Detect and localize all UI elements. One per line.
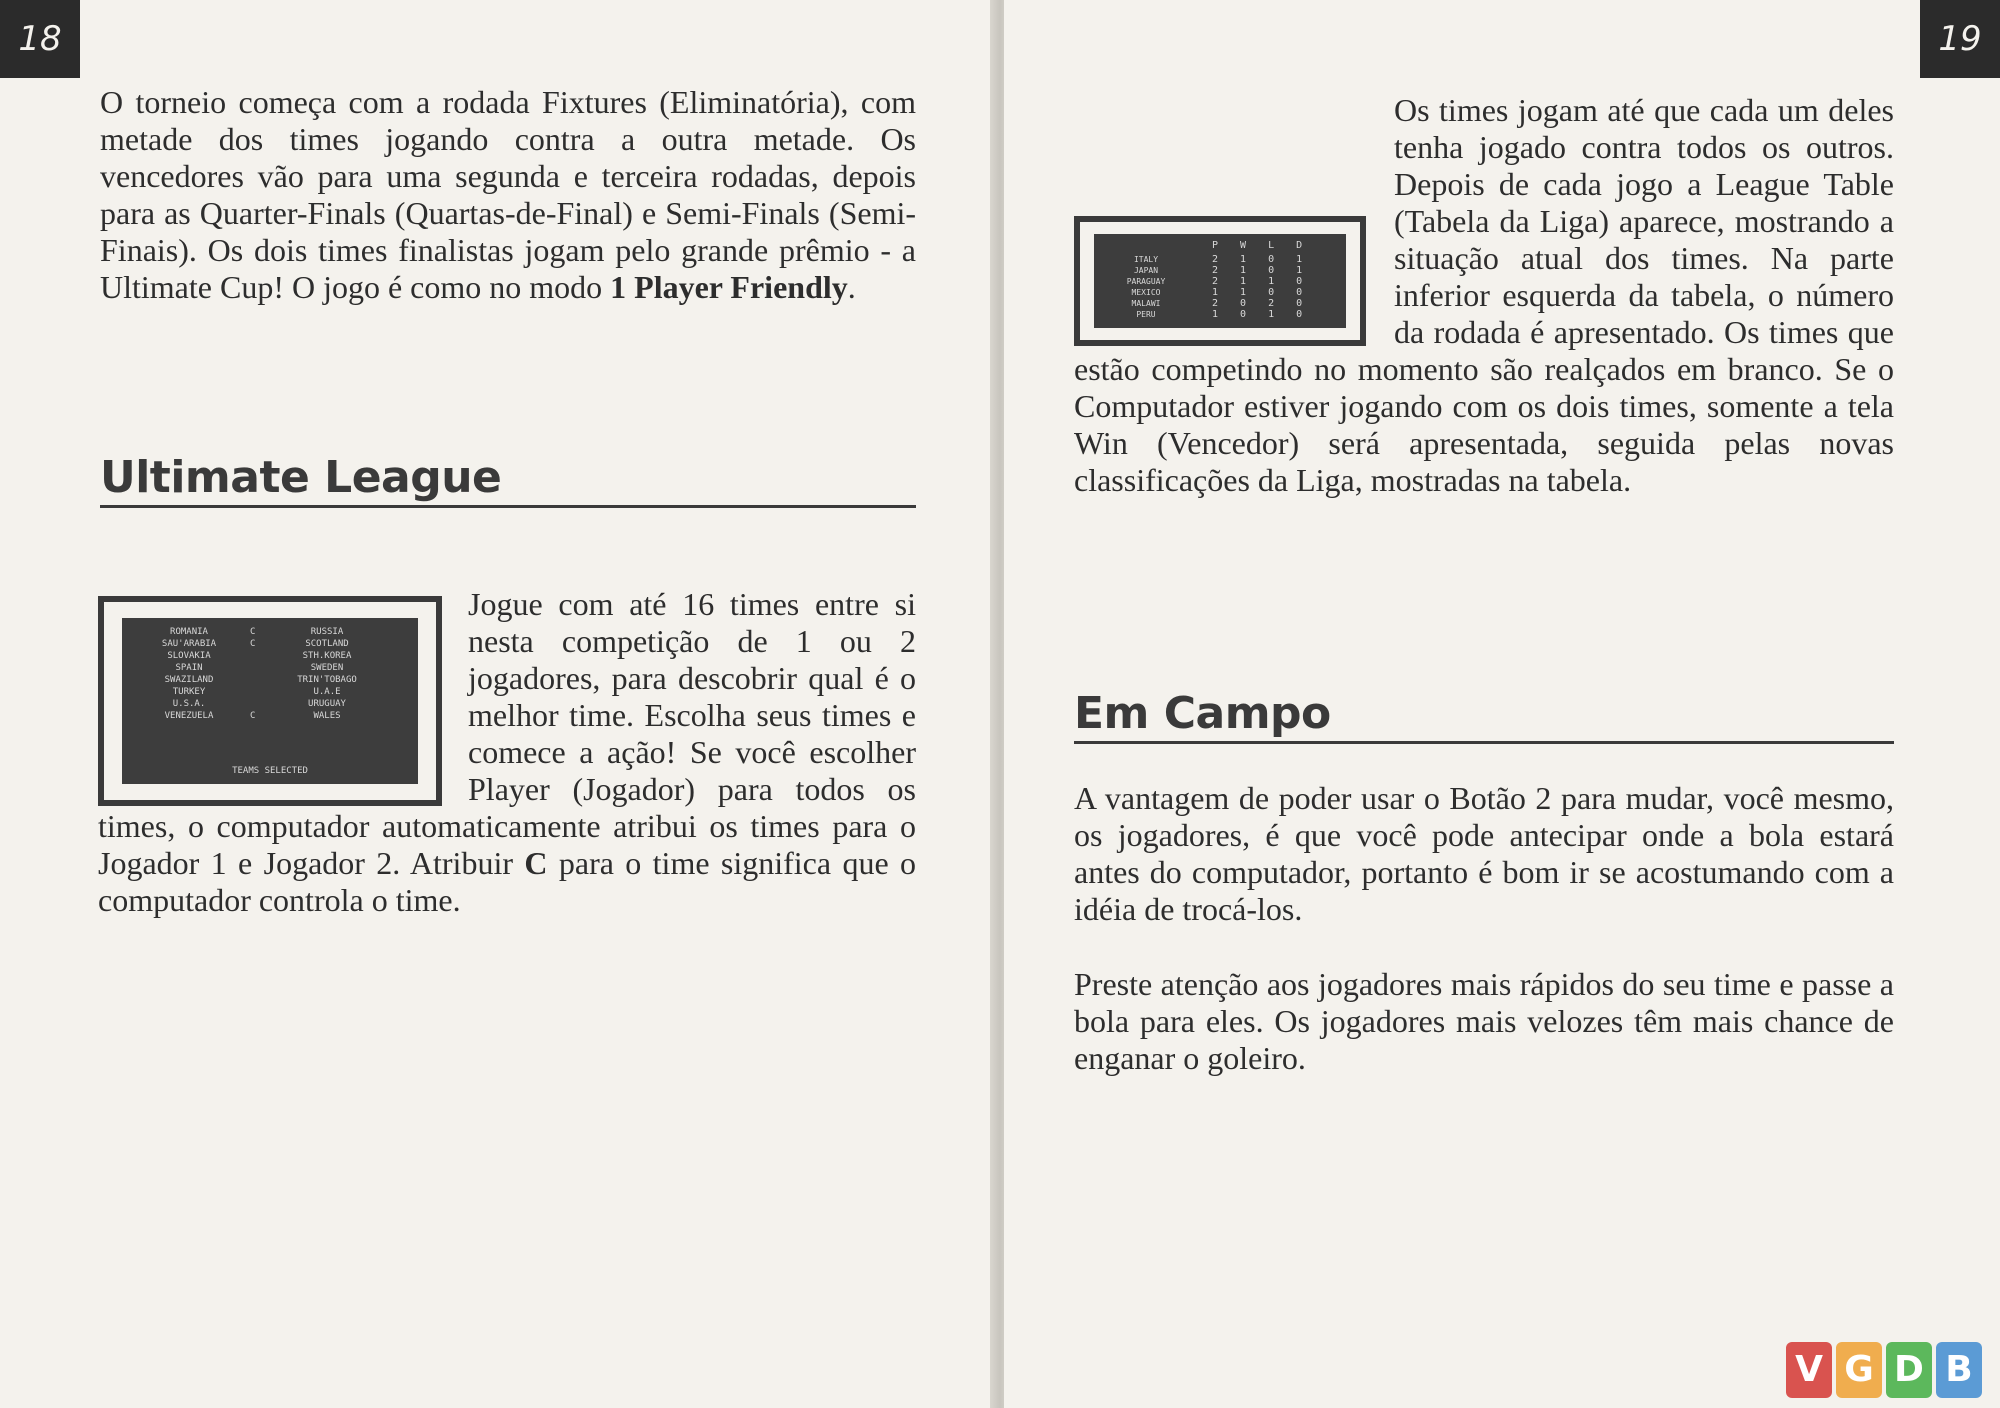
page-number-right: 19 <box>1920 0 2000 78</box>
intro-bold: 1 Player Friendly <box>610 269 848 305</box>
em-campo-paragraph-1: A vantagem de poder usar o Botão 2 para mudar, você mesmo, os jogadores, é que você pode antecipar onde a bola estará antes do computador, portanto é bom ir se acostumando com a idéia de trocá-los. <box>1074 780 1894 927</box>
heading-em-campo <box>1074 688 1894 744</box>
league-table-columns <box>1212 240 1302 320</box>
heading-em-campo-text: Em Campo <box>1074 688 1331 739</box>
league-table-column <box>1268 240 1274 320</box>
league-table-cell: 0 <box>1296 298 1303 309</box>
league-table-cell: 1 <box>1240 276 1247 287</box>
league-table-column <box>1212 240 1218 320</box>
right-page <box>1004 0 2000 1408</box>
team-name: SWEDEN <box>310 663 344 673</box>
league-table-cell: 0 <box>1268 265 1275 276</box>
league-table-header: W <box>1240 240 1247 251</box>
league-text-start: Jogue com até 16 times entre si nesta competição de 1 ou 2 jogadores, para descobrir qual é o melhor time. Escolha seus times e comece a ação! Se você escolher Player (Jogador) para todos os times, o computador automaticamente atribui os times para o Jogador 1 e Jogador 2. Atribuir <box>98 586 916 881</box>
team-name: U.S.A. <box>172 699 206 709</box>
league-table-cell: 1 <box>1296 254 1303 265</box>
league-table-header: D <box>1296 240 1303 251</box>
league-table-cell: 1 <box>1240 254 1247 265</box>
league-paragraph <box>98 586 916 919</box>
league-table-cell: 2 <box>1212 298 1219 309</box>
team-name: ROMANIA <box>170 627 208 637</box>
page-number-left: 18 <box>0 0 80 78</box>
league-team-name: MALAWI <box>1131 299 1161 308</box>
league-table-cell: 2 <box>1212 276 1219 287</box>
league-table-column <box>1296 240 1302 320</box>
vgdb-letter: G <box>1836 1342 1882 1398</box>
league-team-name: PERU <box>1136 310 1156 319</box>
league-table-screenshot <box>1074 216 1366 346</box>
league-table-cell: 0 <box>1296 287 1303 298</box>
league-table-cell: 1 <box>1296 265 1303 276</box>
league-table-column <box>1240 240 1246 320</box>
team-name: TRIN'TOBAGO <box>297 675 357 685</box>
league-table-screen <box>1094 234 1346 328</box>
league-table-cell: 1 <box>1212 309 1219 320</box>
computer-marker: C <box>250 639 256 649</box>
team-name: U.A.E <box>313 687 341 697</box>
league-bold: C <box>524 845 548 881</box>
league-table-cell: 0 <box>1268 287 1275 298</box>
league-team-name: MEXICO <box>1131 288 1161 297</box>
league-table-teams <box>1108 254 1184 320</box>
league-table-cell: 1 <box>1240 287 1247 298</box>
league-table-cell: 0 <box>1240 298 1247 309</box>
vgdb-letter: D <box>1886 1342 1932 1398</box>
left-page <box>0 0 996 1408</box>
team-name: URUGUAY <box>308 699 346 709</box>
team-name: STH.KOREA <box>302 651 352 661</box>
league-team-name: JAPAN <box>1133 266 1159 275</box>
team-name: WALES <box>313 711 341 721</box>
league-table-cell: 1 <box>1268 276 1275 287</box>
computer-marker: C <box>250 711 256 721</box>
intro-text: O torneio começa com a rodada Fixtures (Eliminatória), com metade dos times jogando contra a outra metade. Os vencedores vão para uma segunda e terceira rodadas, depois para as Quarter-Finals (Quartas-de-Final) e Semi-Finals (Semi-Finais). Os dois times finalistas jogam pelo grande prêmio - a Ultimate Cup! O jogo é como no modo <box>100 84 916 305</box>
league-table-cell: 0 <box>1268 254 1275 265</box>
heading-ultimate-league-text: Ultimate League <box>100 452 502 503</box>
league-table-cell: 0 <box>1296 309 1303 320</box>
team-name: RUSSIA <box>310 627 344 637</box>
team-name: SCOTLAND <box>305 639 349 649</box>
league-team-name: ITALY <box>1133 255 1159 264</box>
league-float-spacer <box>98 586 468 808</box>
league-table-header: P <box>1212 240 1219 251</box>
team-name: TURKEY <box>172 687 206 697</box>
team-name: SPAIN <box>175 663 203 673</box>
league-table-cell: 2 <box>1212 254 1219 265</box>
league-table-cell: 2 <box>1212 265 1219 276</box>
league-table-cell: 0 <box>1296 276 1303 287</box>
league-table-text: Os times jogam até que cada um deles tenha jogado contra todos os outros. Depois de cada jogo a League Table (Tabela da Liga) aparece, mostrando a situação atual dos times. Na parte inferior esquerda da tabela, o número da rodada é apresentado. Os times que estão competindo no momento são realçados em branco. Se o Computador estiver jogando com os dois times, somente a tela Win (Vencedor) será apresentada, seguida pelas novas classificações da Liga, mostradas na tabela. <box>1074 92 1894 498</box>
team-name: VENEZUELA <box>164 711 214 721</box>
league-table-header: L <box>1268 240 1275 251</box>
vgdb-watermark-logo <box>1786 1342 1982 1398</box>
league-text-end: para o time significa que o computador controla o time. <box>98 845 917 918</box>
league-team-name: PARAGUAY <box>1126 277 1166 286</box>
vgdb-letter: V <box>1786 1342 1832 1398</box>
league-table-cell: 1 <box>1212 287 1219 298</box>
team-name: SAU'ARABIA <box>161 639 217 649</box>
league-table-cell: 2 <box>1268 298 1275 309</box>
league-table-cell: 1 <box>1240 265 1247 276</box>
heading-ultimate-league <box>100 452 916 508</box>
league-table-cell: 0 <box>1240 309 1247 320</box>
intro-end: . <box>847 269 856 305</box>
team-name: SWAZILAND <box>164 675 214 685</box>
em-campo-paragraph-2: Preste atenção aos jogadores mais rápidos do seu time e passe a bola para eles. Os jogadores mais velozes têm mais chance de enganar o goleiro. <box>1074 966 1894 1076</box>
computer-marker: C <box>250 627 256 637</box>
teams-selected-label: TEAMS SELECTED <box>232 766 308 776</box>
team-name: SLOVAKIA <box>167 651 211 661</box>
vgdb-letter: B <box>1936 1342 1982 1398</box>
intro-paragraph <box>100 84 916 306</box>
league-table-cell: 1 <box>1268 309 1275 320</box>
